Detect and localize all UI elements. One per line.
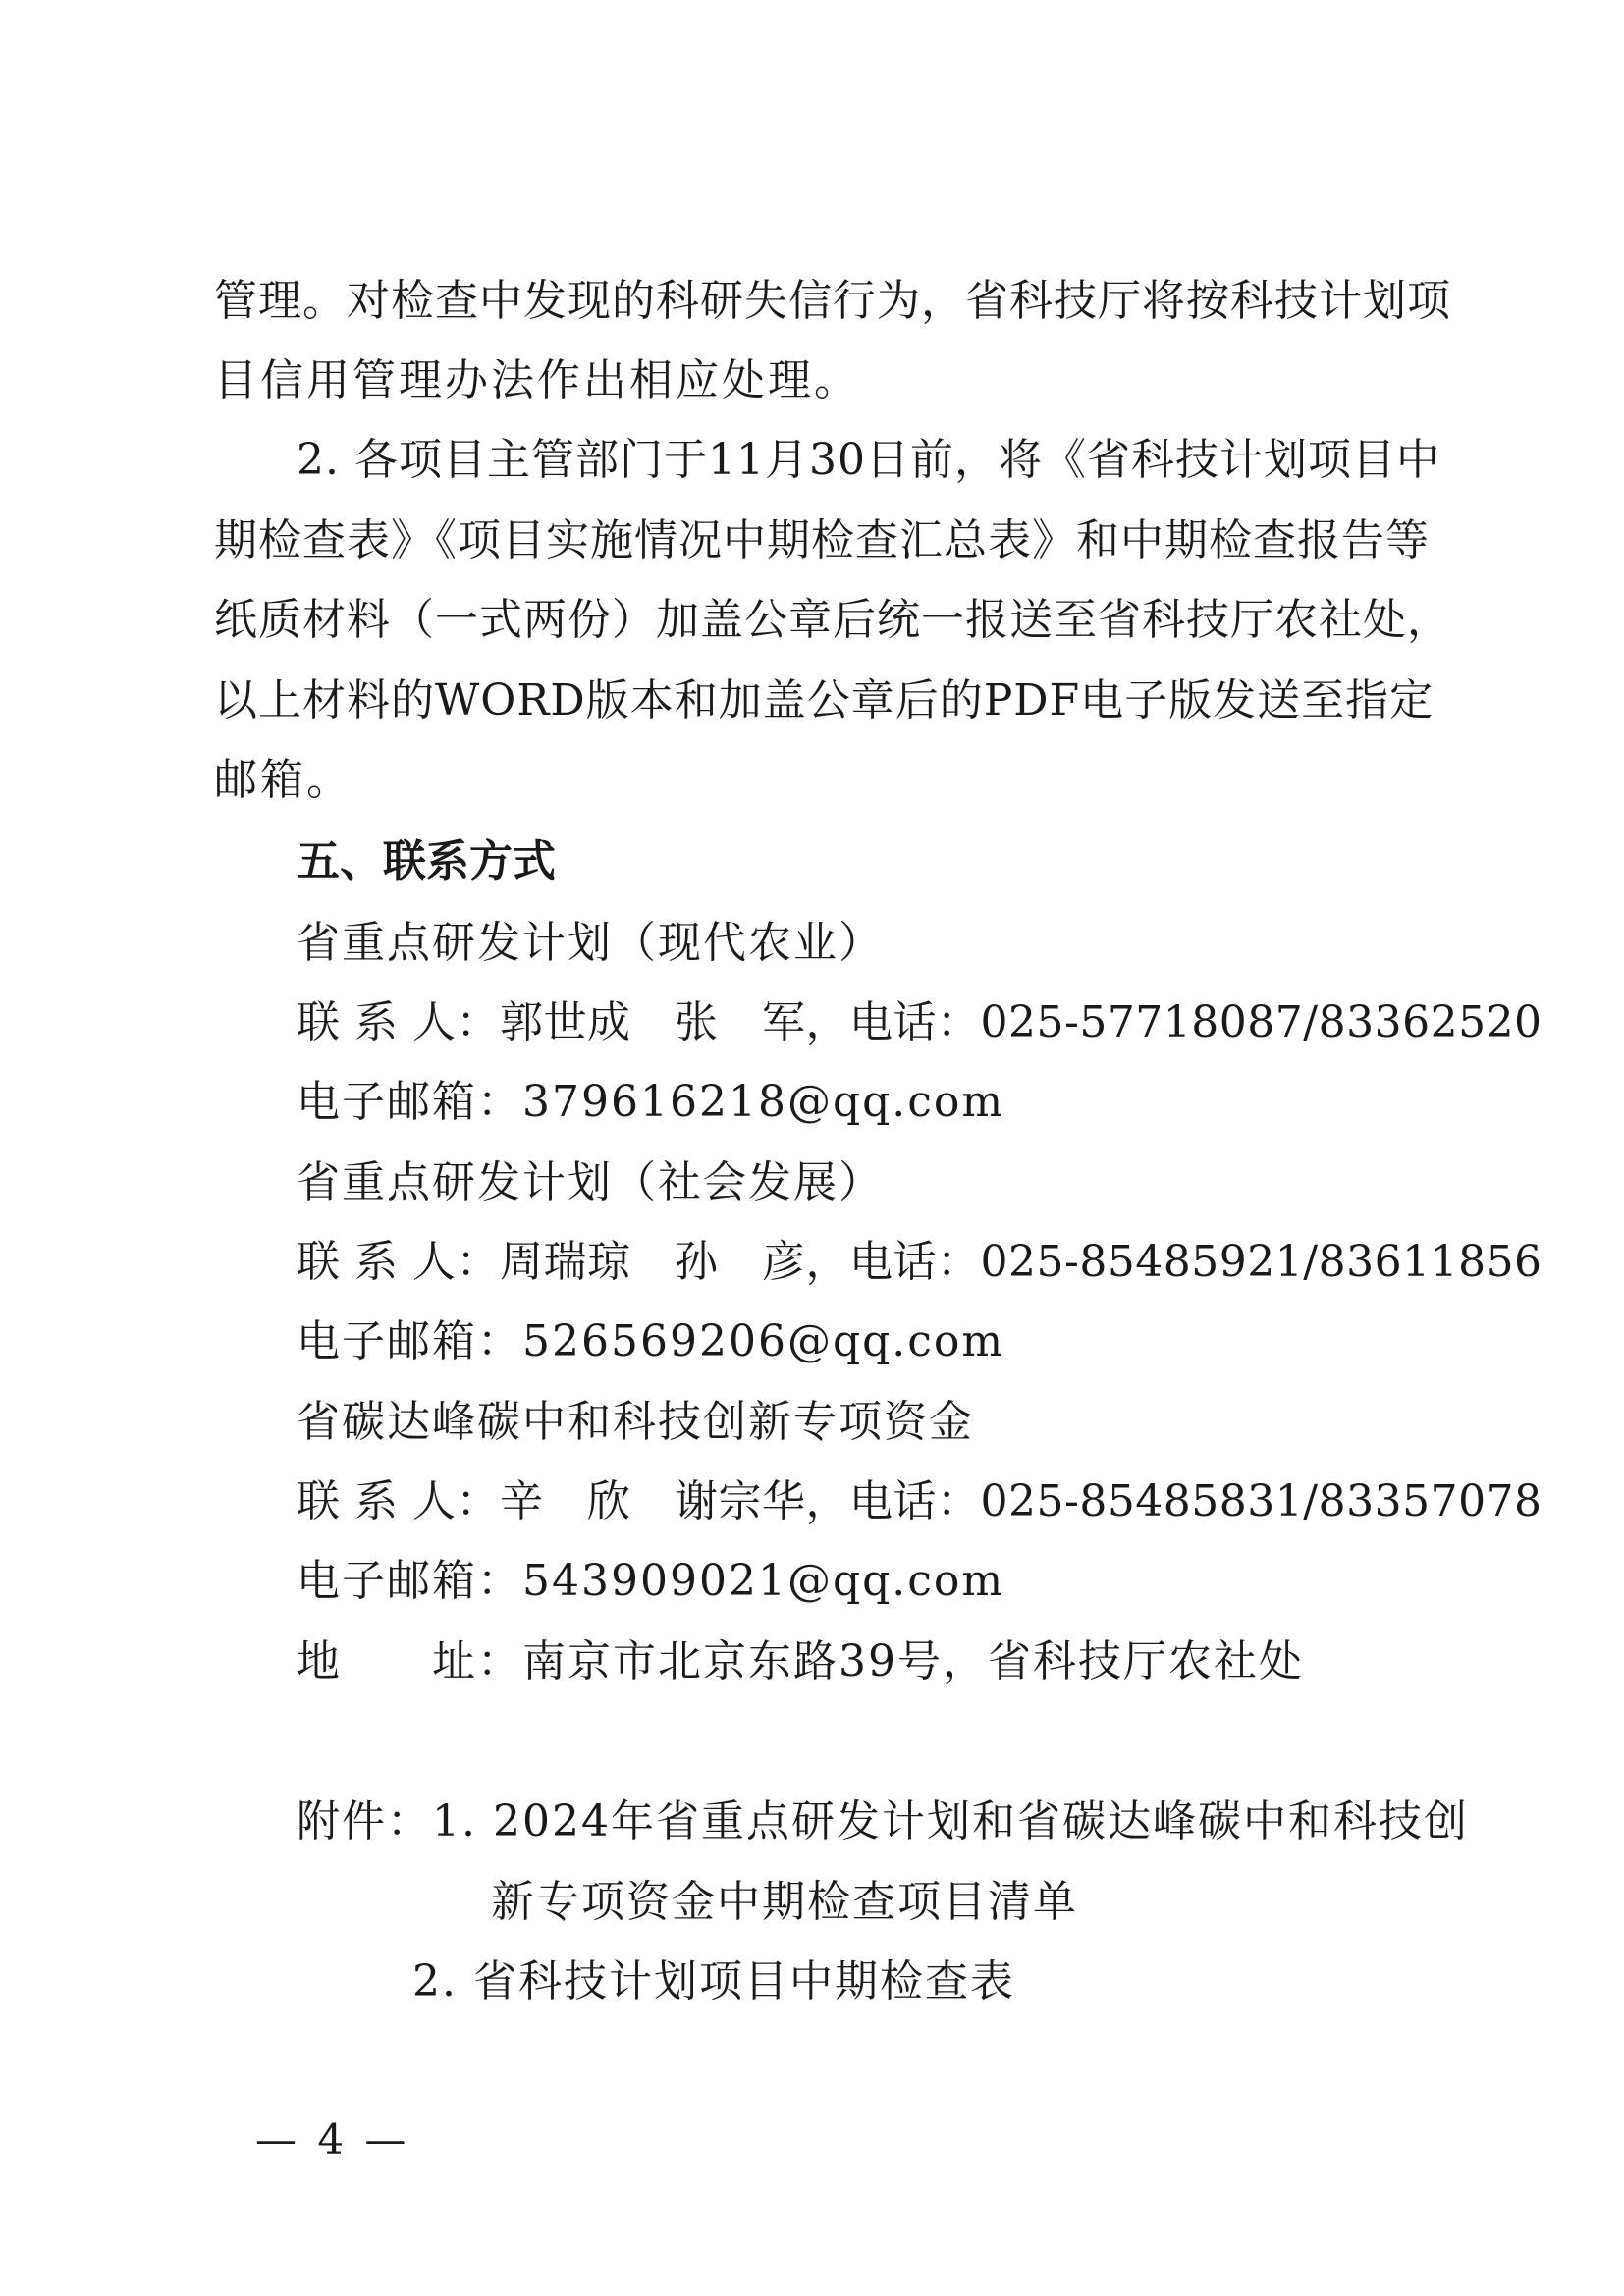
paragraph2-line5: 邮箱。 bbox=[214, 755, 352, 805]
contact-program-1: 省重点研发计划（现代农业） bbox=[297, 918, 884, 968]
contact-person-2: 联 系 人：周瑞琼 孙 彦，电话：025-85485921/83611856 bbox=[297, 1237, 1543, 1287]
contact-person-3: 联 系 人：辛 欣 谢宗华，电话：025-85485831/83357078 bbox=[297, 1476, 1543, 1526]
attachment-item-1: 附件：1. 2024年省重点研发计划和省碳达峰碳中和科技创 bbox=[297, 1796, 1469, 1846]
paragraph1-line1: 管理。对检查中发现的科研失信行为，省科技厅将按科技计划项 bbox=[214, 276, 1451, 326]
paragraph2-line1: 2. 各项目主管部门于11月30日前，将《省科技计划项目中 bbox=[297, 435, 1440, 485]
attachment-item-2: 2. 省科技计划项目中期检查表 bbox=[412, 1956, 1015, 2006]
contact-person-1: 联 系 人：郭世成 张 军，电话：025-57718087/83362520 bbox=[297, 997, 1543, 1047]
contact-email-1: 电子邮箱：379616218@qq.com bbox=[297, 1077, 1005, 1127]
page-number: — 4 — bbox=[255, 2115, 410, 2163]
contact-program-3: 省碳达峰碳中和科技创新专项资金 bbox=[297, 1397, 974, 1447]
paragraph2-line3: 纸质材料（一式两份）加盖公章后统一报送至省科技厅农社处， bbox=[214, 595, 1451, 645]
paragraph2-line4: 以上材料的WORD版本和加盖公章后的PDF电子版发送至指定 bbox=[214, 675, 1435, 725]
contact-email-3: 电子邮箱：543909021@qq.com bbox=[297, 1556, 1005, 1606]
address-line: 地 址：南京市北京东路39号，省科技厅农社处 bbox=[297, 1636, 1304, 1686]
contact-program-2: 省重点研发计划（社会发展） bbox=[297, 1157, 884, 1207]
paragraph2-line2: 期检查表》《项目实施情况中期检查汇总表》和中期检查报告等 bbox=[214, 515, 1430, 565]
contact-email-2: 电子邮箱：526569206@qq.com bbox=[297, 1316, 1005, 1366]
paragraph1-line2: 目信用管理办法作出相应处理。 bbox=[214, 355, 860, 405]
section-heading: 五、联系方式 bbox=[297, 836, 556, 886]
attachment-item-1-continued: 新专项资金中期检查项目清单 bbox=[491, 1877, 1078, 1927]
